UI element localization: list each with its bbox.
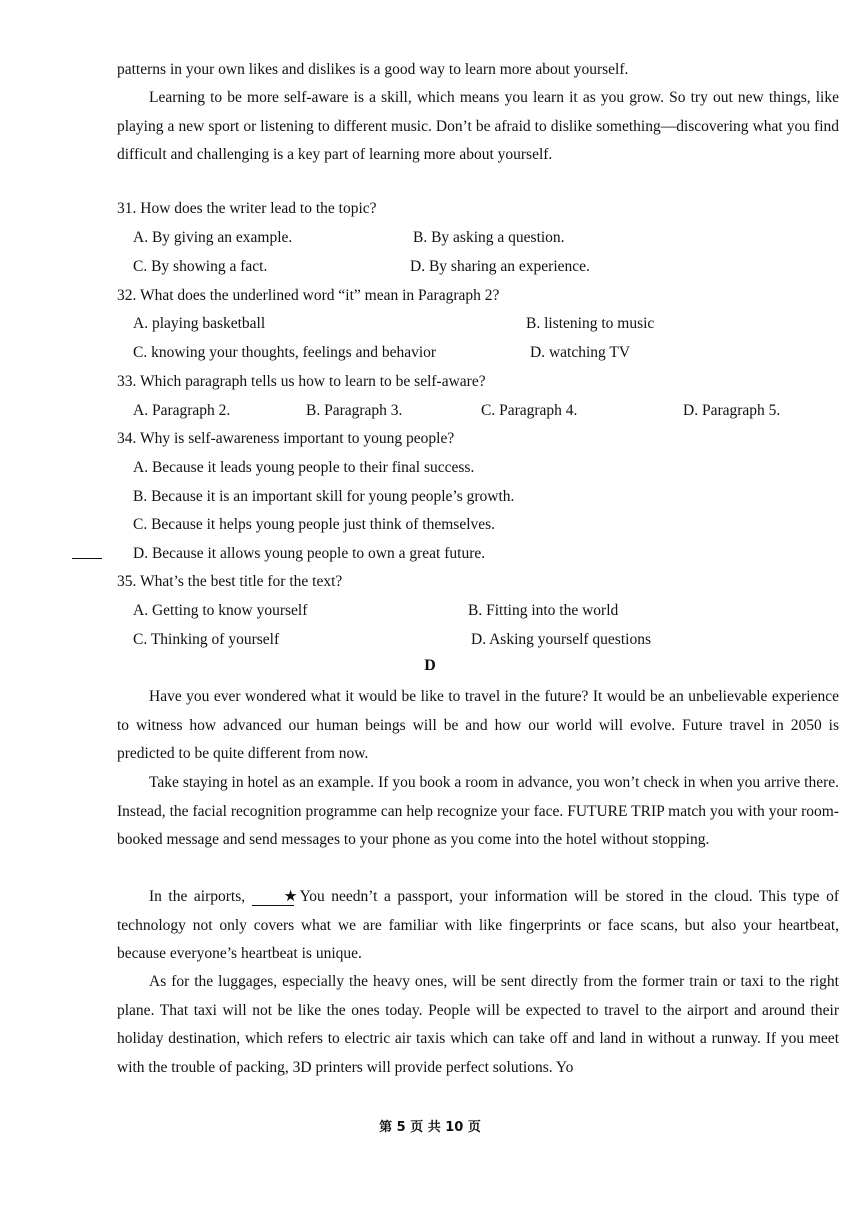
question-number: 31.	[117, 200, 137, 217]
option-34-c: C. Because it helps young people just think of themselves.	[133, 516, 496, 533]
passage-c-last-paragraph: Learning to be more self-aware is a skill, which means you learn it as you grow. So try out new things, like playing a new sport or listening to different music. Don’t be afraid to dislike something—discovering what you find difficult and challenging is a key part of learning more about yourself.	[117, 89, 839, 164]
option-32-a: A. playing basketball	[133, 315, 266, 332]
passage-d-paragraph-2: Take staying in hotel as an example. If you book a room in advance, you won’t check in when you arrive there. Instead, the facial recognition programme can help recognize your face. FUTURE TRIP match you with your room-booked message and send messages to your phone as you come into the hotel without stopping.	[117, 774, 839, 849]
option-34-d: D. Because it allows young people to own a great future.	[133, 545, 486, 562]
option-35-d: D. Asking yourself questions	[471, 631, 651, 648]
option-33-c: C. Paragraph 4.	[481, 402, 578, 419]
option-32-b: B. listening to music	[526, 315, 655, 332]
option-32-c: C. knowing your thoughts, feelings and behavior	[133, 344, 437, 361]
question-32	[117, 286, 499, 306]
passage-d-paragraph-3	[117, 883, 839, 969]
question-number: 34.	[117, 430, 137, 447]
paragraph-text: You needn’t a passport, your information will be stored in the cloud. This type of technology not only covers what we are familiar with like fingerprints or face scans, but also your heartbeat, because everyone’s heartbeat is unique.	[117, 888, 839, 963]
question-text: Which paragraph tells us how to learn to be self-aware?	[139, 373, 486, 390]
option-34-a: A. Because it leads young people to their final success.	[133, 459, 475, 476]
option-33-a: A. Paragraph 2.	[133, 402, 231, 419]
option-33-b: B. Paragraph 3.	[306, 402, 403, 419]
option-35-c: C. Thinking of yourself	[133, 631, 280, 648]
question-number: 33.	[117, 373, 137, 390]
option-34-b: B. Because it is an important skill for young people’s growth.	[133, 488, 515, 505]
question-35	[117, 572, 342, 592]
question-34	[117, 429, 454, 449]
question-33	[117, 372, 486, 392]
question-text: How does the writer lead to the topic?	[140, 200, 377, 217]
option-31-d: D. By sharing an experience.	[410, 258, 590, 275]
option-35-b: B. Fitting into the world	[468, 602, 619, 619]
option-35-a: A. Getting to know yourself	[133, 602, 308, 619]
question-text: Why is self-awareness important to young people?	[139, 430, 455, 447]
question-text: What’s the best title for the text?	[139, 573, 343, 590]
option-33-d: D. Paragraph 5.	[683, 402, 781, 419]
question-number: 35.	[117, 573, 137, 590]
option-31-c: C. By showing a fact.	[133, 258, 268, 275]
option-31-a: A. By giving an example.	[133, 229, 293, 246]
star-blank: ★	[252, 889, 294, 906]
margin-underline-mark	[72, 558, 102, 559]
question-31	[117, 199, 377, 219]
option-32-d: D. watching TV	[530, 344, 631, 361]
section-heading-d: D	[424, 657, 436, 674]
paragraph-text: In the airports,	[149, 888, 246, 905]
passage-d-paragraph-4: As for the luggages, especially the heavy ones, will be sent directly from the former train or taxi to the right plane. That taxi will not be like the ones today. People will be expected to travel to the airport and around their holiday destination, which refers to electric air taxis which can take off and land in without a runway. If you meet with the trouble of packing, 3D printers will provide perfect solutions. Yo	[117, 973, 839, 1076]
passage-d-paragraph-1: Have you ever wondered what it would be like to travel in the future? It would be an unbelievable experience to witness how advanced our human beings will be and how our world will evolve. Future travel in 2050 is predicted to be quite different from now.	[117, 688, 839, 763]
question-text: What does the underlined word “it” mean in Paragraph 2?	[139, 287, 500, 304]
question-number: 32.	[117, 287, 137, 304]
passage-c-paragraph-end: patterns in your own likes and dislikes is a good way to learn more about yourself.	[117, 61, 629, 78]
page-footer: 第 5 页 共 10 页	[379, 1120, 481, 1135]
option-31-b: B. By asking a question.	[413, 229, 565, 246]
